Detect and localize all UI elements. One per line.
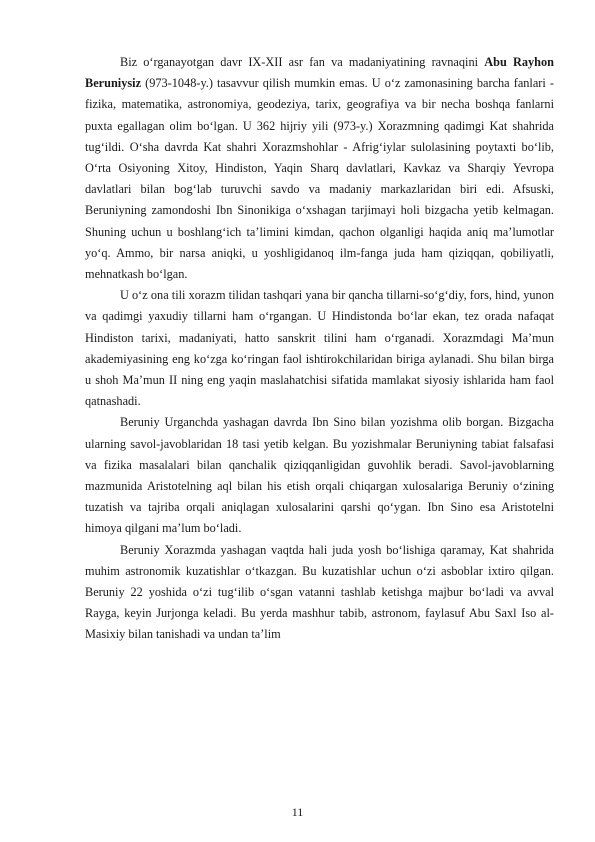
- bold-name-beruniy: Abu Rayhon Beruniysiz: [85, 55, 554, 91]
- paragraph-3: Beruniy Urganchda yashagan davrda Ibn Sino bilan yozishma olib borgan. Bizgacha ularning savol-javoblaridan 18 tasi yetib kelgan. Bu yozishmalar Beruniyning tabiat falsafasi va fizika masalalari bilan qanchalik qiziqqanligidan guvohlik beradi. Savol-javoblarning mazmunida Aristotelning aql bilan his etish orqali chiqargan xulosalariga Beruniy o‘zining tuzatish va tajriba orqali aniqlagan xulosalarini qarshi qo‘ygan. Ibn Sino esa Aristotelni himoya qilgani ma’lum bo‘ladi.: [85, 415, 554, 536]
- paragraph-1: [85, 52, 554, 285]
- page-number: 11: [291, 805, 304, 819]
- paragraph-2: U o‘z ona tili xorazm tilidan tashqari yana bir qancha tillarni-so‘g‘diy, fors, hind, yunon va qadimgi yaxudiy tillarni ham o‘rgangan. U Hindistonda bo‘lar ekan, tez orada nafaqat Hindiston tarixi, madaniyati, hatto sanskrit tilini ham o‘rganadi. Xorazmdagi Ma’mun akademiyasining eng ko‘zga ko‘ringan faol ishtirokchilaridan biriga aylanadi. Shu bilan birga u shoh Ma’mun II ning eng yaqin maslahatchisi sifatida mamlakat siyosiy ishlarida ham faol qatnashadi.: [85, 288, 554, 409]
- document-page: [85, 52, 554, 646]
- paragraph-4: Beruniy Xorazmda yashagan vaqtda hali juda yosh bo‘lishiga qaramay, Kat shahrida muhim astronomik kuzatishlar o‘tkazgan. Bu kuzatishlar uchun o‘zi asboblar ixtiro qilgan. Beruniy 22 yoshida o‘zi tug‘ilib o‘sgan vatanni tashlab ketishga majbur bo‘ladi va avval Rayga, keyin Jurjonga keladi. Bu yerda mashhur tabib, astronom, faylasuf Abu Saxl Iso al-Masixiy bilan tanishadi va undan ta’lim: [85, 542, 554, 642]
- paragraph-1-body: (973-1048-y.) tasavvur qilish mumkin emas. U o‘z zamonasining barcha fanlari - fizika, matematika, astronomiya, geodeziya, tarix, geografiya va bir necha boshqa fanlarni puxta egallagan olim bo‘lgan. U 362 hijriy yili (973-y.) Xorazmning qadimgi Kat shahrida tug‘ildi. O‘sha davrda Kat shahri Xorazmshohlar - Afrig‘iylar sulolasining poytaxti bo‘lib, O‘rta Osiyoning Xitoy, Hindiston, Yaqin Sharq davlatlari, Kavkaz va Sharqiy Yevropa davlatlari bilan bog‘lab turuvchi savdo va madaniy markazlaridan biri edi. Afsuski, Beruniyning zamondoshi Ibn Sinonikiga o‘xshagan tarjimayi holi bizgacha yetib kelmagan. Shuning uchun u boshlang‘ich ta’limini kimdan, qachon olganligi haqida aniq ma’lumotlar yo‘q. Ammo, bir narsa aniqki, u yoshligidanoq ilm-fanga juda ham qiziqqan, qobiliyatli, mehnatkash bo‘lgan.: [85, 76, 554, 282]
- paragraph-1-intro: Biz o‘rganayotgan davr IX-XII asr fan va madaniyatining ravnaqini: [120, 55, 485, 69]
